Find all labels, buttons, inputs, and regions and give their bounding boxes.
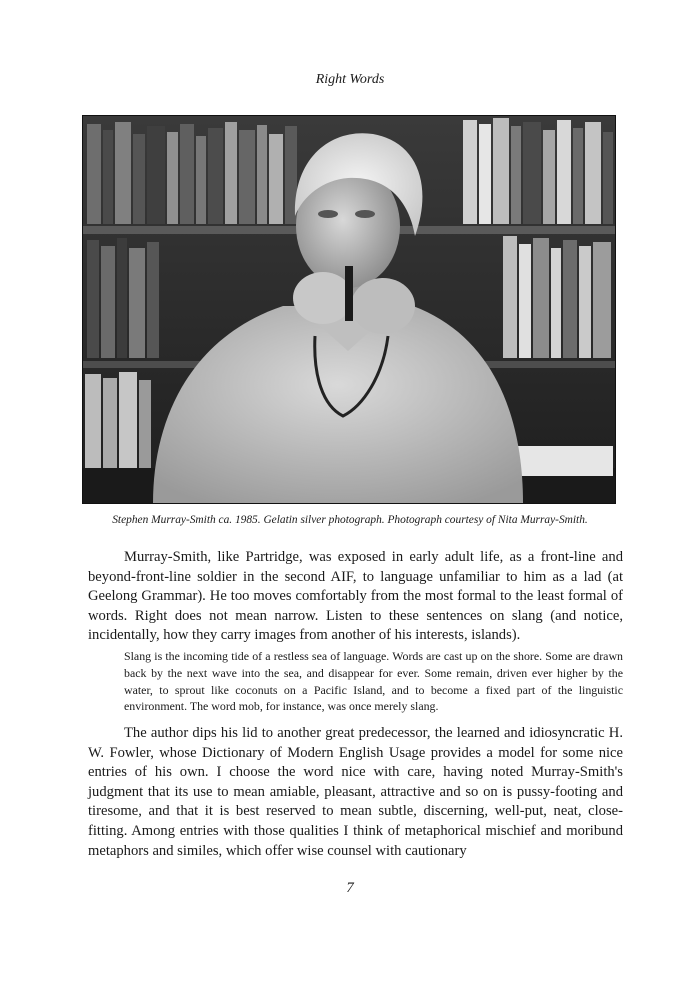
paragraph-2-italic-subtle: subtle, discerning, well-put, neat, close-fitting	[88, 803, 623, 839]
paragraph-2-text-c: provides a model for some nice entries of his own. I choose the word	[88, 744, 624, 781]
paragraph-1-text-a: Murray-Smith, like Partridge, was exposed in early adult life, as a front-line and beyond-front-line soldier in the second AIF, to language unfamiliar to him as a lad (at Geelong Grammar). He too moves comfortably from the most formal to the least formal of words.	[88, 549, 623, 624]
photo-caption: Stephen Murray-Smith ca. 1985. Gelatin silver photograph. Photograph courtesy of Nita Murray-Smith.	[112, 514, 588, 526]
paragraph-2-text-m: , which offer wise counsel with cautionary	[218, 842, 467, 859]
paragraph-2-text-e: with care, having noted Murray-Smith's judgment that its use to mean	[88, 764, 623, 800]
paragraph-2	[88, 724, 623, 861]
block-quote-italic-mob: mob	[238, 699, 260, 714]
paragraph-2-italic-metaphorical-mischief: metaphorical mischief	[404, 822, 536, 839]
paragraph-2-italic-nice: nice	[341, 764, 366, 781]
paragraph-2-text-a: The author dips his lid to another great predecessor, the learned and idiosyncratic H. W. Fowler, whose	[88, 725, 623, 761]
paragraph-2-italic-dictionary-title: Dictionary of Modern English Usage	[201, 744, 426, 761]
page-number: 7	[346, 880, 354, 896]
portrait-photograph	[82, 115, 616, 504]
paragraph-2-text-i: . Among entries with those qualities I think of	[123, 822, 405, 839]
paragraph-1-italic-right: Right	[134, 607, 168, 624]
paragraph-2-text-k: and	[535, 822, 567, 839]
block-quote-text-a: Slang is the incoming tide of a restless sea of language. Words are cast up on the shore. Some are drawn back by the next wave into the sea, and disappear for ever. Some remain, driven ever higher by the water, to sprout like coconuts on a Pacific Island, and to become a fixed part of the linguistic environment. The word	[124, 649, 623, 714]
portrait-photograph-image	[83, 116, 615, 503]
paragraph-2-italic-amiable: amiable, pleasant, attractive	[269, 783, 435, 800]
block-quote-text-c: , for instance, was once merely slang.	[259, 699, 439, 714]
paragraph-1	[88, 548, 623, 646]
running-head: Right Words	[315, 72, 385, 87]
paragraph-2-text-g: and so on is pussy-footing and tiresome, and that it is best reserved to mean	[88, 783, 623, 820]
paragraph-1-text-c: does not mean narrow. Listen to these sentences on slang (and notice, incidentally, how they carry images from another of his interests, islands).	[88, 607, 623, 644]
paragraph-2-italic-moribund: moribund metaphors and similes	[88, 822, 624, 859]
block-quote	[124, 648, 623, 715]
